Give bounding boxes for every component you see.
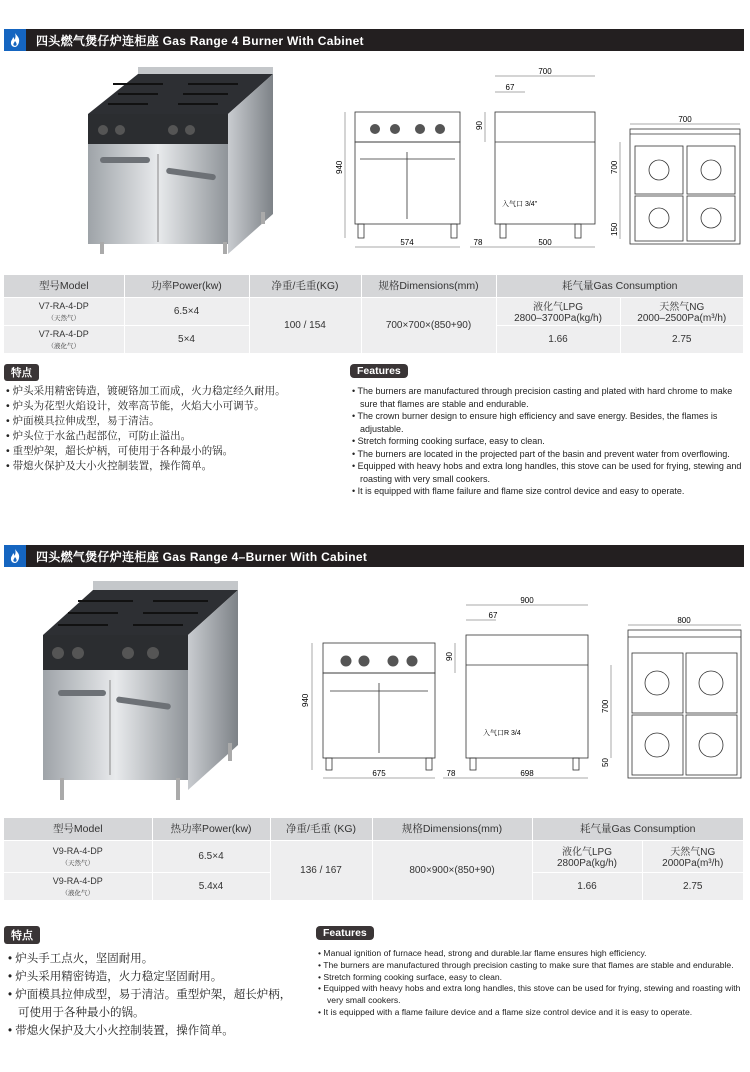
table-row-power: 6.5×4 <box>124 297 249 325</box>
table-row-power: 5.4x4 <box>152 872 270 900</box>
dim-burner-height: 90 <box>445 652 454 661</box>
dim-cabinet-height: 700 <box>601 699 610 713</box>
dim-top-view-width: 800 <box>677 616 691 625</box>
table-row-model: V7-RA-4-DP （天然气） <box>4 297 124 325</box>
list-item: • The burners are manufactured through precision casting to make sure that flames are stable and endurable. <box>318 960 742 972</box>
list-item: • 炉头手工点火，坚固耐用。 <box>8 950 298 968</box>
dim-front-width: 675 <box>372 769 386 778</box>
list-item: • Equipped with heavy hobs and extra long handles, this stove can be used for frying, stewing and roasting with very small cookers. <box>318 983 742 1007</box>
col-model: 型号Model <box>4 818 152 840</box>
dim-right-height: 150 <box>610 222 619 236</box>
dim-side-depth: 67 <box>488 611 498 620</box>
ng-value: 2.75 <box>620 325 744 353</box>
product-photo <box>78 64 283 264</box>
list-item: • 炉头采用精密铸造，镀硬铬加工而成，火力稳定经久耐用。 <box>6 384 341 399</box>
spec-table <box>4 818 744 901</box>
dim-top-width: 900 <box>520 596 534 605</box>
product-title-bar <box>4 29 744 51</box>
product-title: 四头燃气煲仔炉连柜座 Gas Range 4–Burner With Cabinet <box>36 549 368 564</box>
dim-side-width: 698 <box>520 769 534 778</box>
dim-front-width: 574 <box>400 238 414 247</box>
lpg-header: 液化气LPG 2800–3700Pa(kg/h) <box>496 297 620 325</box>
features-cn-tag: 特点 <box>4 364 39 381</box>
features-cn-list <box>6 384 341 474</box>
ng-header: 天然气NG 2000Pa(m³/h) <box>642 840 744 872</box>
table-row-model: V9-RA-4-DP （液化气） <box>4 872 152 900</box>
col-gas-consumption: 耗气量Gas Consumption <box>496 275 744 297</box>
product-title: 四头燃气煲仔炉连柜座 Gas Range 4 Burner With Cabinet <box>36 33 364 48</box>
table-row-power: 6.5×4 <box>152 840 270 872</box>
dim-side-depth: 67 <box>505 83 515 92</box>
spec-table <box>4 275 744 354</box>
list-item: • It is equipped with flame failure and flame size control device and easy to operate. <box>352 485 746 498</box>
gas-inlet-label: 入气口 3/4" <box>502 201 538 208</box>
dim-overall-height: 940 <box>301 693 310 707</box>
technical-drawing <box>330 64 745 254</box>
table-row-model: V9-RA-4-DP （天然气） <box>4 840 152 872</box>
ng-value: 2.75 <box>642 872 744 900</box>
flame-icon <box>4 29 26 51</box>
col-weight: 净重/毛重 (KG) <box>270 818 372 840</box>
list-item: • It is equipped with a flame failure device and a flame size control device and it is easy to operate. <box>318 1007 742 1019</box>
list-item: • The burners are manufactured through precision casting and plated with hard chrome to make sure that flames are stable and endurable. <box>352 385 746 410</box>
lpg-value: 1.66 <box>496 325 620 353</box>
features-en-list <box>318 948 742 1019</box>
lpg-value: 1.66 <box>532 872 642 900</box>
list-item: • Stretch forming cooking surface, easy to clean. <box>352 435 746 448</box>
list-item: • Stretch forming cooking surface, easy to clean. <box>318 972 742 984</box>
dim-top-width: 700 <box>538 67 552 76</box>
list-item: • 炉头为花型火焰设计，效率高节能，火焰大小可调节。 <box>6 399 341 414</box>
col-power: 功率Power(kw) <box>124 275 249 297</box>
product-photo <box>38 575 248 805</box>
dim-side-width: 500 <box>538 238 552 247</box>
features-cn-list <box>8 950 298 1040</box>
dim-right-height: 50 <box>601 758 610 767</box>
table-row-power: 5×4 <box>124 325 249 353</box>
list-item: • 炉头位于水盆凸起部位，可防止溢出。 <box>6 429 341 444</box>
list-item: • Manual ignition of furnace head, strong and durable.lar flame ensures high efficiency. <box>318 948 742 960</box>
features-en-list <box>352 385 746 498</box>
features-en-tag: Features <box>350 364 408 378</box>
technical-drawing <box>298 595 746 785</box>
list-item: • 炉面模具拉伸成型，易于清洁。 <box>6 414 341 429</box>
dim-top-view-width: 700 <box>678 115 692 124</box>
list-item: • 重型炉架，超长炉柄，可使用于各种最小的锅。 <box>6 444 341 459</box>
col-power: 热功率Power(kw) <box>152 818 270 840</box>
features-en-tag: Features <box>316 926 374 940</box>
dim-burner-height: 90 <box>475 121 484 130</box>
table-weight: 136 / 167 <box>270 840 372 900</box>
dim-left-offset: 78 <box>446 769 456 778</box>
list-item: • The burners are located in the projected part of the basin and prevent water from overflowing. <box>352 448 746 461</box>
list-item: • 带熄火保护及大小火控制装置，操作简单。 <box>8 1022 298 1040</box>
col-model: 型号Model <box>4 275 124 297</box>
col-dimensions: 规格Dimensions(mm) <box>372 818 532 840</box>
ng-header: 天然气NG 2000–2500Pa(m³/h) <box>620 297 744 325</box>
list-item: • The crown burner design to ensure high efficiency and save energy. Besides, the flames is adjustable. <box>352 410 746 435</box>
table-weight: 100 / 154 <box>249 297 361 353</box>
list-item: • 炉面模具拉伸成型，易于清洁。重型炉架，超长炉柄，可使用于各种最小的锅。 <box>8 986 298 1022</box>
table-dimensions: 700×700×(850+90) <box>361 297 496 353</box>
list-item: • 炉头采用精密铸造，火力稳定坚固耐用。 <box>8 968 298 986</box>
dim-overall-height: 940 <box>335 160 344 174</box>
col-gas-consumption: 耗气量Gas Consumption <box>532 818 744 840</box>
flame-icon <box>4 545 26 567</box>
features-cn-tag: 特点 <box>4 926 40 944</box>
lpg-header: 液化气LPG 2800Pa(kg/h) <box>532 840 642 872</box>
table-row-model: V7-RA-4-DP （液化气） <box>4 325 124 353</box>
dim-cabinet-height: 700 <box>610 160 619 174</box>
dim-left-offset: 78 <box>473 238 483 247</box>
list-item: • Equipped with heavy hobs and extra long handles, this stove can be used for frying, stewing and roasting with very small cookers. <box>352 460 746 485</box>
product-title-bar <box>4 545 744 567</box>
col-dimensions: 规格Dimensions(mm) <box>361 275 496 297</box>
gas-inlet-label: 入气口R 3/4 <box>483 730 521 737</box>
list-item: • 带熄火保护及大小火控制装置，操作简单。 <box>6 459 341 474</box>
col-weight: 净重/毛重(KG) <box>249 275 361 297</box>
table-dimensions: 800×900×(850+90) <box>372 840 532 900</box>
